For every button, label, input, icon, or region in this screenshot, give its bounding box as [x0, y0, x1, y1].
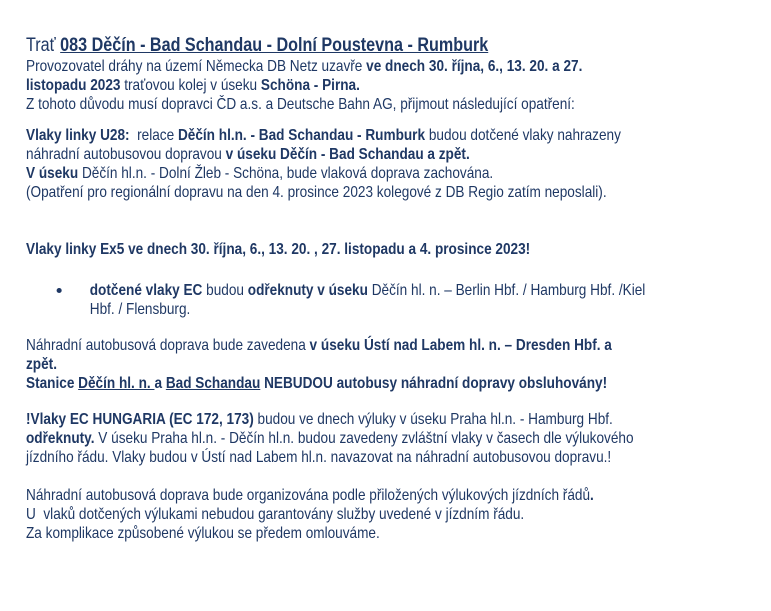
text-run: odřeknuty.	[26, 430, 95, 447]
text-run: ve dnech 30. října, 6., 13. 20. a 27.	[366, 58, 583, 75]
text-run: budou dotčené vlaky nahrazeny	[425, 127, 621, 144]
text-run: odřeknuty v úseku	[247, 282, 368, 299]
text-line	[26, 524, 771, 543]
text-run: listopadu 2023	[26, 77, 125, 94]
text-run: Vlaky linky U28:	[26, 127, 130, 144]
text-run: Náhradní autobusová doprava bude organizována podle přiložených výlukových jízdních řádů	[26, 487, 591, 504]
text-line	[26, 448, 771, 467]
text-line	[26, 429, 771, 448]
text-run: Náhradní autobusová doprava bude zavedena	[26, 337, 310, 354]
text-run: Schöna - Pirna.	[260, 77, 360, 94]
text-line	[26, 183, 771, 202]
route-name-link: 083 Děčín - Bad Schandau - Dolní Poustevna - Rumburk	[60, 35, 489, 56]
text-line	[26, 336, 771, 355]
text-line	[26, 145, 771, 164]
text-line	[26, 505, 771, 524]
bullet-icon	[57, 288, 62, 293]
station-name-underlined: Děčín hl. n.	[78, 375, 155, 392]
text-run: Stanice	[26, 375, 79, 392]
text-line	[26, 164, 771, 183]
text-run: Děčín hl. n. – Berlin Hbf. / Hamburg Hbf. /Kiel	[367, 282, 646, 299]
station-name-underlined: Bad Schandau	[165, 375, 261, 392]
text-run: .	[590, 487, 594, 504]
text-run: a	[154, 375, 166, 392]
text-run: v úseku Děčín - Bad Schandau a zpět.	[225, 146, 470, 163]
page-title	[26, 34, 771, 57]
text-run: !Vlaky EC HUNGARIA (EC 172, 173)	[26, 411, 254, 428]
text-run: náhradní autobusovou dopravou	[26, 146, 226, 163]
text-line	[26, 95, 771, 114]
u28-paragraph	[26, 126, 771, 202]
text-run: Provozovatel dráhy na území Německa DB Netz uzavře	[26, 58, 367, 75]
intro-paragraph	[26, 57, 771, 114]
text-line	[26, 57, 771, 76]
text-line	[26, 355, 771, 374]
hungaria-paragraph	[26, 410, 771, 467]
text-run: Děčín hl.n. - Bad Schandau - Rumburk	[177, 127, 426, 144]
bus-replacement-paragraph	[26, 336, 771, 393]
ec-bullet-item	[26, 281, 771, 319]
text-run: budou	[202, 282, 248, 299]
text-line	[26, 486, 771, 505]
text-line	[26, 126, 771, 145]
text-line	[90, 281, 771, 300]
text-line	[90, 300, 771, 319]
text-run: Z tohoto důvodu musí dopravci ČD a.s. a Deutsche Bahn AG, přijmout následující opatření:	[26, 96, 575, 113]
text-run: v úseku Ústí nad Labem hl. n. – Dresden Hbf. a	[309, 337, 612, 354]
text-run: relace	[129, 127, 178, 144]
text-run: NEBUDOU autobusy náhradní dopravy obsluhovány!	[260, 375, 608, 392]
text-run: V úseku	[26, 165, 82, 182]
ex5-heading	[26, 240, 771, 259]
closing-paragraph	[26, 486, 771, 543]
text-run: Trať	[26, 35, 61, 56]
text-line	[26, 410, 771, 429]
text-run: (Opatření pro regionální dopravu na den 4. prosince 2023 kolegové z DB Regio zatím neposlali).	[26, 184, 607, 201]
text-line	[26, 240, 771, 259]
text-run: Za komplikace způsobené výlukou se předem omlouváme.	[26, 525, 380, 542]
text-run: zpět.	[26, 356, 57, 373]
text-run: Děčín hl.n. - Dolní Žleb - Schöna, bude vlaková doprava zachována.	[81, 165, 494, 182]
text-run: Hbf. / Flensburg.	[89, 301, 191, 318]
text-line	[26, 76, 771, 95]
text-run: traťovou kolej v úseku	[124, 77, 261, 94]
text-run: Vlaky linky Ex5 ve dnech 30. října, 6., 13. 20. , 27. listopadu a 4. prosince 2023!	[26, 241, 531, 258]
text-run: U vlaků dotčených výlukami nebudou garantovány služby uvedené v jízdním řádu.	[26, 506, 525, 523]
text-run: dotčené vlaky EC	[89, 282, 203, 299]
text-run: budou ve dnech výluky v úseku Praha hl.n. - Hamburg Hbf.	[253, 411, 613, 428]
text-line	[26, 374, 771, 393]
text-run: jízdního řádu. Vlaky budou v Ústí nad Labem hl.n. navazovat na náhradní autobusovou dopravu.!	[26, 449, 612, 466]
notice-document	[26, 0, 771, 543]
text-run: V úseku Praha hl.n. - Děčín hl.n. budou zavedeny zvláštní vlaky v časech dle výlukového	[94, 430, 634, 447]
